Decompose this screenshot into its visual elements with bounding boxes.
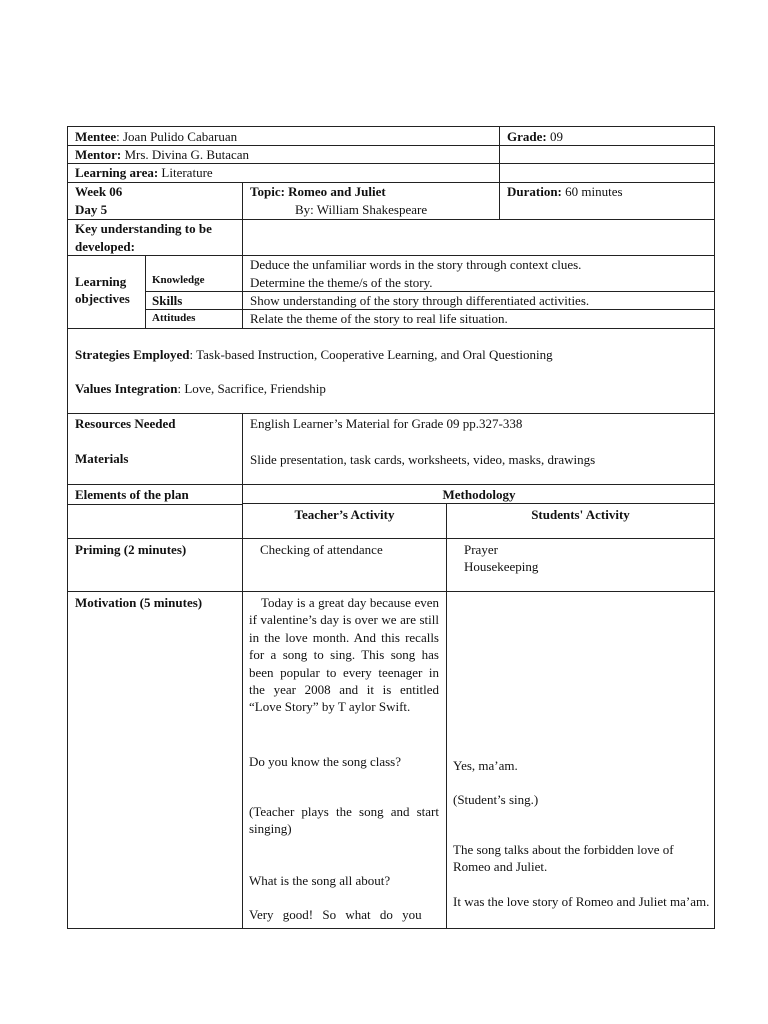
row-line [67,928,715,929]
strategies-field [75,346,553,363]
row-line [67,413,715,414]
materials-label: Materials [75,451,129,466]
learning-objectives-label: Learning [75,274,127,289]
topic-field [250,183,386,200]
values-integration-field [75,380,326,397]
resources-value: English Learner’s Material for Grade 09 pp.327-338 [250,416,523,431]
mentor-value: Mrs. Divina G. Butacan [121,147,250,162]
motivation-teacher-text-3: (Teacher plays the song and start singing) [249,804,439,837]
learning-area-label: Learning area: [75,165,159,180]
duration-field [507,183,623,200]
teacher-activity-header: Teacher’s Activity [294,507,395,522]
row-line [67,504,243,505]
motivation-teacher-text-4: What is the song all about? [249,873,391,888]
learning-objectives-label-2: objectives [75,291,130,306]
attitudes-objective: Relate the theme of the story to real life situation. [250,311,508,326]
row-line [67,328,715,329]
row-line [67,591,715,592]
methodology-label: Methodology [442,487,516,502]
col-line [446,503,447,929]
motivation-teacher-text-5: Very good! So what do you [249,907,422,922]
mentee-label: Mentee [75,129,117,144]
topic-label: Topic: [250,184,285,199]
key-understanding-label-2: developed: [75,239,135,254]
day-label: Day 5 [75,202,108,217]
motivation-student-text-1: Yes, ma’am. [453,758,518,773]
attitudes-label: Attitudes [152,312,196,324]
duration-value: 60 minutes [561,184,623,199]
grade-label: Grade: [507,129,547,144]
row-line [67,126,715,127]
learning-area-value: Literature [158,165,213,180]
week-label: Week 06 [75,184,123,199]
mentee-field [75,128,237,145]
skills-label: Skills [152,293,183,308]
motivation-student-text-2: (Student’s sing.) [453,792,539,807]
students-activity-header: Students' Activity [531,507,630,522]
mentor-field [75,146,249,163]
elements-of-plan-label: Elements of the plan [75,487,189,502]
values-integration-value: : Love, Sacrifice, Friendship [177,381,326,396]
duration-label: Duration: [507,184,562,199]
priming-teacher-activity: Checking of attendance [260,542,383,557]
priming-label: Priming (2 minutes) [75,542,187,557]
motivation-student-text-4: It was the love story of Romeo and Juliet ma’am. [453,894,710,909]
motivation-label: Motivation (5 minutes) [75,595,203,610]
priming-student-activity-2: Housekeeping [464,559,539,574]
grade-field [507,128,563,145]
grade-value: 09 [546,129,563,144]
mentor-label: Mentor: [75,147,122,162]
author-text: By: William Shakespeare [295,202,428,217]
knowledge-objective-2: Determine the theme/s of the story. [250,275,433,290]
strategies-value: : Task-based Instruction, Cooperative Learning, and Oral Questioning [189,347,553,362]
motivation-teacher-text-2: Do you know the song class? [249,754,402,769]
topic-value: Romeo and Juliet [284,184,386,199]
motivation-student-text-3: The song talks about the forbidden love of Romeo and Juliet. [453,842,674,875]
col-line [67,126,68,929]
row-line [67,538,715,539]
knowledge-label: Knowledge [152,274,205,286]
mentee-value: : Joan Pulido Cabaruan [116,129,238,144]
key-understanding-label: Key understanding to be [75,221,212,236]
resources-label: Resources Needed [75,416,176,431]
strategies-label: Strategies Employed [75,347,190,362]
learning-area-field [75,164,213,181]
skills-objective: Show understanding of the story through differentiated activities. [250,293,590,308]
col-line [145,255,146,329]
knowledge-objective-1: Deduce the unfamiliar words in the story through context clues. [250,257,582,272]
col-line [242,182,243,329]
row-line [67,484,715,485]
priming-student-activity-1: Prayer [464,542,498,557]
col-line [714,126,715,929]
motivation-teacher-text-1: Today is a great day because even if valentine’s day is over we are still in the love month. And this recalls for a song to sing. This song has been popular to every teenager in the year 2008 and it is entitled “Love Story” by T aylor Swift. [249,595,439,715]
col-line [499,126,500,219]
values-integration-label: Values Integration [75,381,178,396]
materials-value: Slide presentation, task cards, worksheets, video, masks, drawings [250,452,596,467]
